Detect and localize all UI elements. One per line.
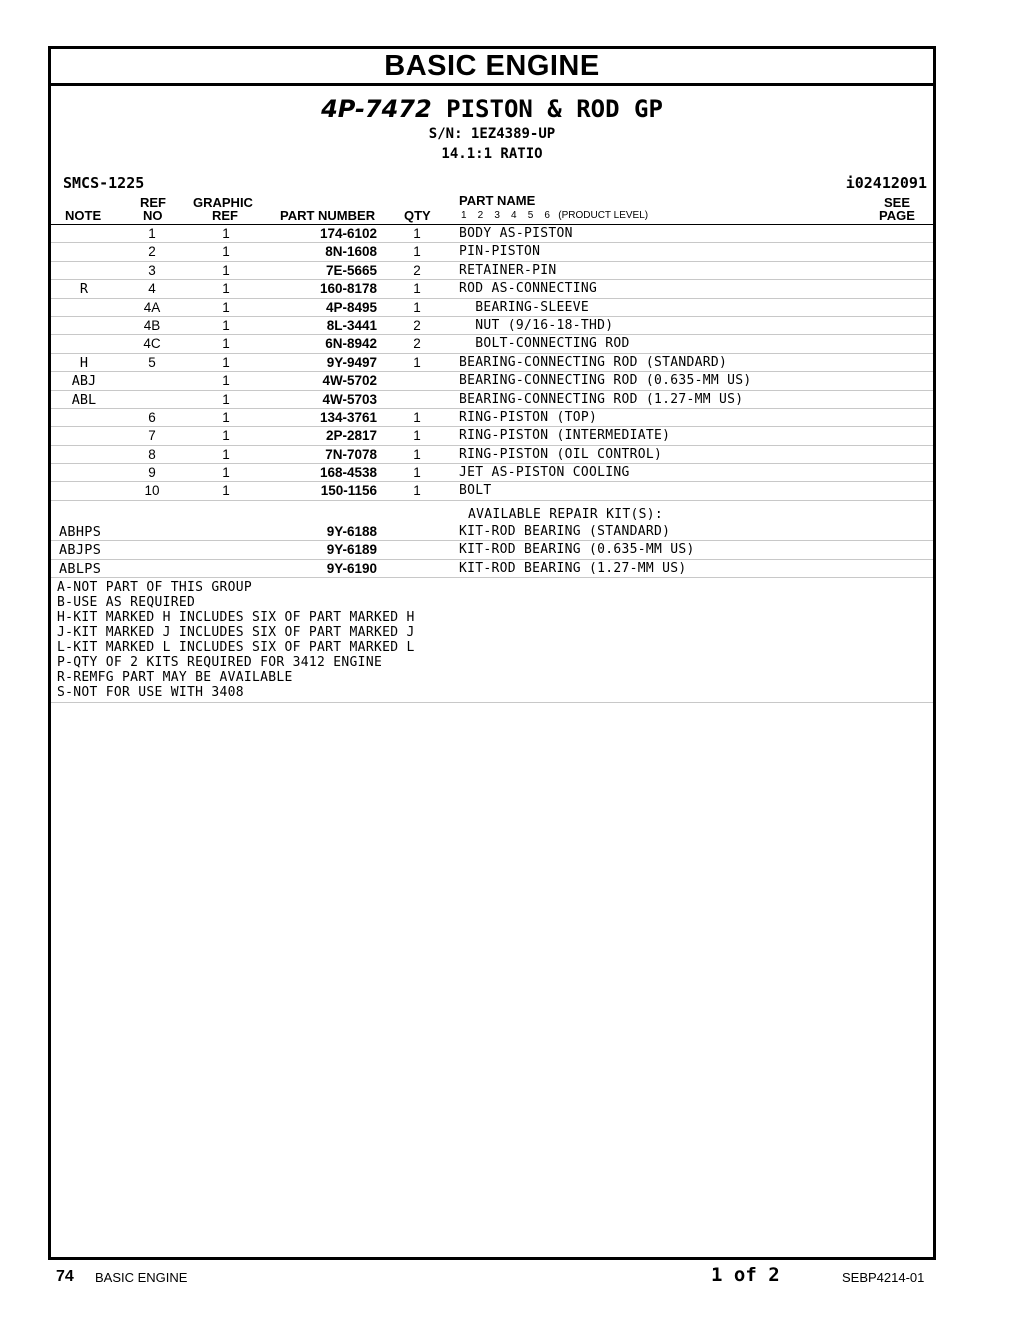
row-note: H — [79, 354, 89, 371]
row-note: ABJ — [71, 373, 97, 390]
kit-note: ABHPS — [59, 523, 102, 540]
row-ref-no: 10 — [144, 483, 160, 499]
note-line: H-KIT MARKED H INCLUDES SIX OF PART MARKED H — [57, 610, 415, 626]
row-part-name: PIN-PISTON — [459, 244, 541, 260]
table-row — [51, 317, 933, 335]
note-line: S-NOT FOR USE WITH 3408 — [57, 685, 244, 701]
row-ref-no: 4B — [143, 317, 161, 333]
table-row — [51, 427, 933, 445]
row-graphic-ref: 1 — [222, 299, 230, 315]
footer-page-number: 74 — [56, 1268, 74, 1285]
row-part-number: 8L-3441 — [326, 317, 377, 333]
table-row — [51, 446, 933, 464]
smcs-code: SMCS-1225 — [63, 174, 145, 192]
row-part-name: NUT (9/16-18-THD) — [459, 317, 614, 333]
table-row — [51, 464, 933, 482]
row-part-number: 7E-5665 — [325, 262, 377, 278]
kits-title-text: AVAILABLE REPAIR KIT(S): — [468, 506, 664, 522]
kit-part-number: 9Y-6190 — [326, 560, 377, 576]
table-row — [51, 409, 933, 427]
row-graphic-ref: 1 — [222, 409, 230, 425]
header-note: NOTE — [65, 208, 102, 223]
kit-part-number: 9Y-6189 — [326, 542, 377, 558]
row-qty: 1 — [413, 483, 421, 499]
row-part-number: 168-4538 — [319, 465, 377, 481]
row-part-number: 174-6102 — [319, 226, 377, 241]
row-part-number: 2P-2817 — [325, 428, 377, 444]
table-row — [51, 280, 933, 298]
table-header — [51, 192, 933, 225]
row-graphic-ref: 1 — [222, 446, 230, 462]
note-line: B-USE AS REQUIRED — [57, 595, 196, 611]
row-qty: 1 — [413, 428, 421, 444]
row-note: ABL — [71, 391, 97, 408]
row-part-number: 8N-1608 — [325, 244, 377, 260]
row-part-name: BODY AS-PISTON — [459, 226, 573, 241]
row-part-number: 4P-8495 — [325, 299, 377, 315]
row-graphic-ref: 1 — [222, 262, 230, 278]
row-part-number: 150-1156 — [320, 483, 377, 499]
row-graphic-ref: 1 — [222, 428, 230, 444]
kit-part-number: 9Y-6188 — [326, 523, 377, 539]
row-graphic-ref: 1 — [222, 465, 230, 481]
section-title: BASIC ENGINE — [51, 49, 933, 86]
parts-table-body — [51, 225, 933, 501]
kits-title — [51, 501, 933, 523]
row-graphic-ref: 1 — [222, 483, 230, 499]
header-qty: QTY — [404, 208, 431, 223]
row-ref-no: 5 — [148, 354, 156, 370]
row-part-name: RING-PISTON (TOP) — [459, 409, 598, 425]
row-qty: 2 — [413, 336, 421, 352]
kit-name: KIT-ROD BEARING (STANDARD) — [459, 523, 671, 539]
kit-row — [51, 560, 933, 578]
table-row — [51, 391, 933, 409]
note-line: J-KIT MARKED J INCLUDES SIX OF PART MARKED J — [57, 625, 415, 641]
row-ref-no: 2 — [148, 244, 156, 260]
note-line: R-REMFG PART MAY BE AVAILABLE — [57, 670, 293, 686]
header-graphic-top: GRAPHIC — [193, 195, 253, 210]
serial-range: S/N: 1EZ4389-UP — [428, 126, 556, 142]
group-title — [51, 94, 933, 124]
header-see-top: SEE — [884, 195, 911, 210]
row-ref-no: 1 — [148, 226, 156, 241]
row-graphic-ref: 1 — [222, 373, 230, 389]
page-footer — [0, 1262, 1020, 1292]
row-part-name: RING-PISTON (OIL CONTROL) — [459, 446, 663, 462]
header-graphic-bottom: REF — [212, 208, 238, 223]
header-part-name: PART NAME — [459, 193, 536, 208]
table-row — [51, 372, 933, 390]
footer-page-of: 1 of 2 — [711, 1264, 780, 1286]
row-part-number: 4W-5702 — [322, 373, 377, 389]
row-qty: 1 — [413, 299, 421, 315]
header-ref-top: REF — [140, 195, 166, 210]
row-part-number: 160-8178 — [319, 281, 377, 297]
row-part-name: RING-PISTON (INTERMEDIATE) — [459, 428, 671, 444]
note-line: P-QTY OF 2 KITS REQUIRED FOR 3412 ENGINE — [57, 655, 383, 671]
note-line: A-NOT PART OF THIS GROUP — [57, 580, 253, 596]
row-qty: 1 — [413, 446, 421, 462]
row-part-number: 6N-8942 — [325, 336, 377, 352]
footer-section: BASIC ENGINE — [95, 1270, 188, 1285]
row-part-name: BEARING-SLEEVE — [459, 299, 590, 315]
row-part-name: BOLT — [459, 483, 492, 499]
row-qty: 1 — [413, 354, 421, 370]
note-line: L-KIT MARKED L INCLUDES SIX OF PART MARKED L — [57, 640, 415, 656]
row-part-number: 9Y-9497 — [326, 354, 377, 370]
row-ref-no: 8 — [148, 446, 156, 462]
table-row — [51, 299, 933, 317]
row-part-number: 7N-7078 — [325, 446, 377, 462]
row-graphic-ref: 1 — [222, 226, 230, 241]
row-part-name: BEARING-CONNECTING ROD (STANDARD) — [459, 354, 728, 370]
header-part-number: PART NUMBER — [280, 208, 376, 223]
row-part-number: 4W-5703 — [322, 391, 377, 407]
row-graphic-ref: 1 — [222, 391, 230, 407]
row-graphic-ref: 1 — [222, 317, 230, 333]
row-part-name: RETAINER-PIN — [459, 262, 557, 278]
parts-page-frame — [48, 46, 936, 1260]
row-qty: 1 — [413, 281, 421, 297]
row-graphic-ref: 1 — [222, 336, 230, 352]
row-ref-no: 4C — [143, 336, 161, 352]
row-part-name: BEARING-CONNECTING ROD (0.635-MM US) — [459, 373, 752, 389]
row-ref-no: 3 — [148, 262, 156, 278]
row-qty: 1 — [413, 409, 421, 425]
row-ref-no: 6 — [148, 409, 156, 425]
row-ref-no: 9 — [148, 465, 156, 481]
kit-note: ABJPS — [59, 542, 102, 559]
kit-note: ABLPS — [59, 560, 102, 577]
row-graphic-ref: 1 — [222, 244, 230, 260]
row-part-name: BOLT-CONNECTING ROD — [459, 336, 630, 352]
kit-name: KIT-ROD BEARING (0.635-MM US) — [459, 542, 695, 558]
table-row — [51, 262, 933, 280]
row-graphic-ref: 1 — [222, 354, 230, 370]
row-qty: 2 — [413, 262, 421, 278]
notes-list — [51, 578, 933, 703]
row-part-name: ROD AS-CONNECTING — [459, 281, 598, 297]
header-ref-bottom: NO — [143, 208, 163, 223]
kit-name: KIT-ROD BEARING (1.27-MM US) — [459, 560, 687, 576]
row-part-number: 134-3761 — [319, 409, 377, 425]
row-part-name: BEARING-CONNECTING ROD (1.27-MM US) — [459, 391, 744, 407]
ratio: 14.1:1 RATIO — [441, 146, 543, 162]
row-ref-no: 7 — [148, 428, 156, 444]
footer-doc-number: SEBP4214-01 — [842, 1270, 925, 1285]
row-qty: 1 — [413, 465, 421, 481]
group-name: PISTON & ROD GP — [446, 95, 663, 123]
table-row — [51, 225, 933, 243]
table-row — [51, 482, 933, 500]
row-part-name: JET AS-PISTON COOLING — [459, 465, 630, 481]
table-row — [51, 335, 933, 353]
header-see-bottom: PAGE — [879, 208, 915, 223]
illustration-id: i02412091 — [845, 174, 927, 192]
row-qty: 1 — [413, 226, 421, 241]
group-part-number: 4P-7472 — [321, 95, 432, 123]
kits-table-body — [51, 523, 933, 578]
header-product-level: 1 2 3 4 5 6 (PRODUCT LEVEL) — [461, 210, 649, 221]
kit-row — [51, 523, 933, 541]
kit-row — [51, 541, 933, 559]
row-ref-no: 4 — [148, 281, 156, 297]
row-qty: 2 — [413, 317, 421, 333]
row-graphic-ref: 1 — [222, 281, 230, 297]
table-row — [51, 354, 933, 372]
row-qty: 1 — [413, 244, 421, 260]
table-row — [51, 243, 933, 261]
row-note: R — [79, 281, 89, 298]
smcs-row — [51, 170, 933, 192]
row-ref-no: 4A — [143, 299, 161, 315]
